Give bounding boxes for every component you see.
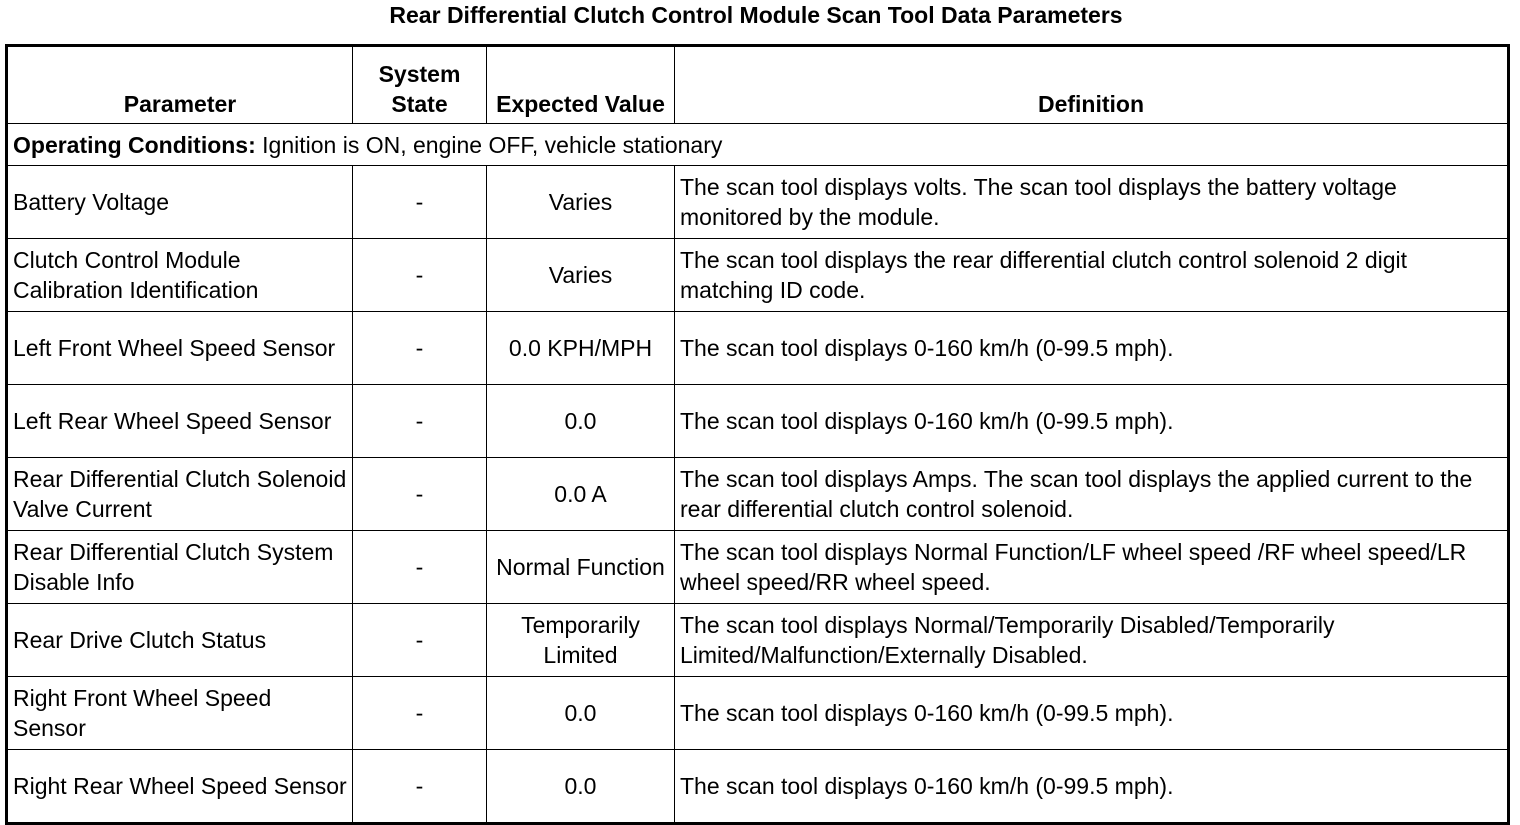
parameter-cell: Right Rear Wheel Speed Sensor [7,750,353,824]
parameter-cell: Rear Differential Clutch System Disable Info [7,531,353,604]
parameter-cell: Right Front Wheel Speed Sensor [7,677,353,750]
table-header-row [7,46,1509,124]
definition-cell: The scan tool displays Amps. The scan tool displays the applied current to the rear differential clutch control solenoid. [675,458,1509,531]
system-state-cell: - [353,239,487,312]
header-parameter: Parameter [7,46,353,124]
system-state-cell: - [353,750,487,824]
expected-value-cell: Temporarily Limited [487,604,675,677]
table-row [7,750,1509,824]
system-state-cell: - [353,312,487,385]
page-title: Rear Differential Clutch Control Module Scan Tool Data Parameters [389,2,1123,28]
system-state-cell: - [353,458,487,531]
parameter-cell: Left Front Wheel Speed Sensor [7,312,353,385]
system-state-cell: - [353,385,487,458]
definition-cell: The scan tool displays volts. The scan tool displays the battery voltage monitored by the module. [675,166,1509,239]
header-system-state: System State [353,46,487,124]
expected-value-cell: 0.0 [487,677,675,750]
parameter-cell: Clutch Control Module Calibration Identification [7,239,353,312]
expected-value-cell: 0.0 [487,750,675,824]
expected-value-cell: 0.0 [487,385,675,458]
expected-value-cell: Varies [487,166,675,239]
table-row [7,531,1509,604]
expected-value-cell: 0.0 A [487,458,675,531]
expected-value-cell: 0.0 KPH/MPH [487,312,675,385]
table-row [7,604,1509,677]
operating-conditions-label: Operating Conditions: [13,131,256,158]
header-expected-value: Expected Value [487,46,675,124]
header-definition: Definition [675,46,1509,124]
expected-value-cell: Normal Function [487,531,675,604]
scan-tool-data-table [5,44,1510,825]
parameter-cell: Rear Drive Clutch Status [7,604,353,677]
expected-value-cell: Varies [487,239,675,312]
table-row [7,458,1509,531]
system-state-cell: - [353,531,487,604]
definition-cell: The scan tool displays Normal/Temporarily Disabled/Temporarily Limited/Malfunction/Externally Disabled. [675,604,1509,677]
definition-cell: The scan tool displays Normal Function/LF wheel speed /RF wheel speed/LR wheel speed/RR wheel speed. [675,531,1509,604]
table-row [7,239,1509,312]
table-row [7,166,1509,239]
operating-conditions-text: Ignition is ON, engine OFF, vehicle stationary [255,131,723,158]
definition-cell: The scan tool displays 0-160 km/h (0-99.5 mph). [675,677,1509,750]
operating-conditions-row [7,124,1509,166]
table-row [7,312,1509,385]
parameter-cell: Left Rear Wheel Speed Sensor [7,385,353,458]
definition-cell: The scan tool displays 0-160 km/h (0-99.5 mph). [675,312,1509,385]
definition-cell: The scan tool displays the rear differential clutch control solenoid 2 digit matching ID code. [675,239,1509,312]
operating-conditions [7,124,1509,166]
system-state-cell: - [353,604,487,677]
system-state-cell: - [353,166,487,239]
table-row [7,677,1509,750]
parameter-cell: Rear Differential Clutch Solenoid Valve Current [7,458,353,531]
parameter-cell: Battery Voltage [7,166,353,239]
table-row [7,385,1509,458]
system-state-cell: - [353,677,487,750]
definition-cell: The scan tool displays 0-160 km/h (0-99.5 mph). [675,385,1509,458]
definition-cell: The scan tool displays 0-160 km/h (0-99.5 mph). [675,750,1509,824]
